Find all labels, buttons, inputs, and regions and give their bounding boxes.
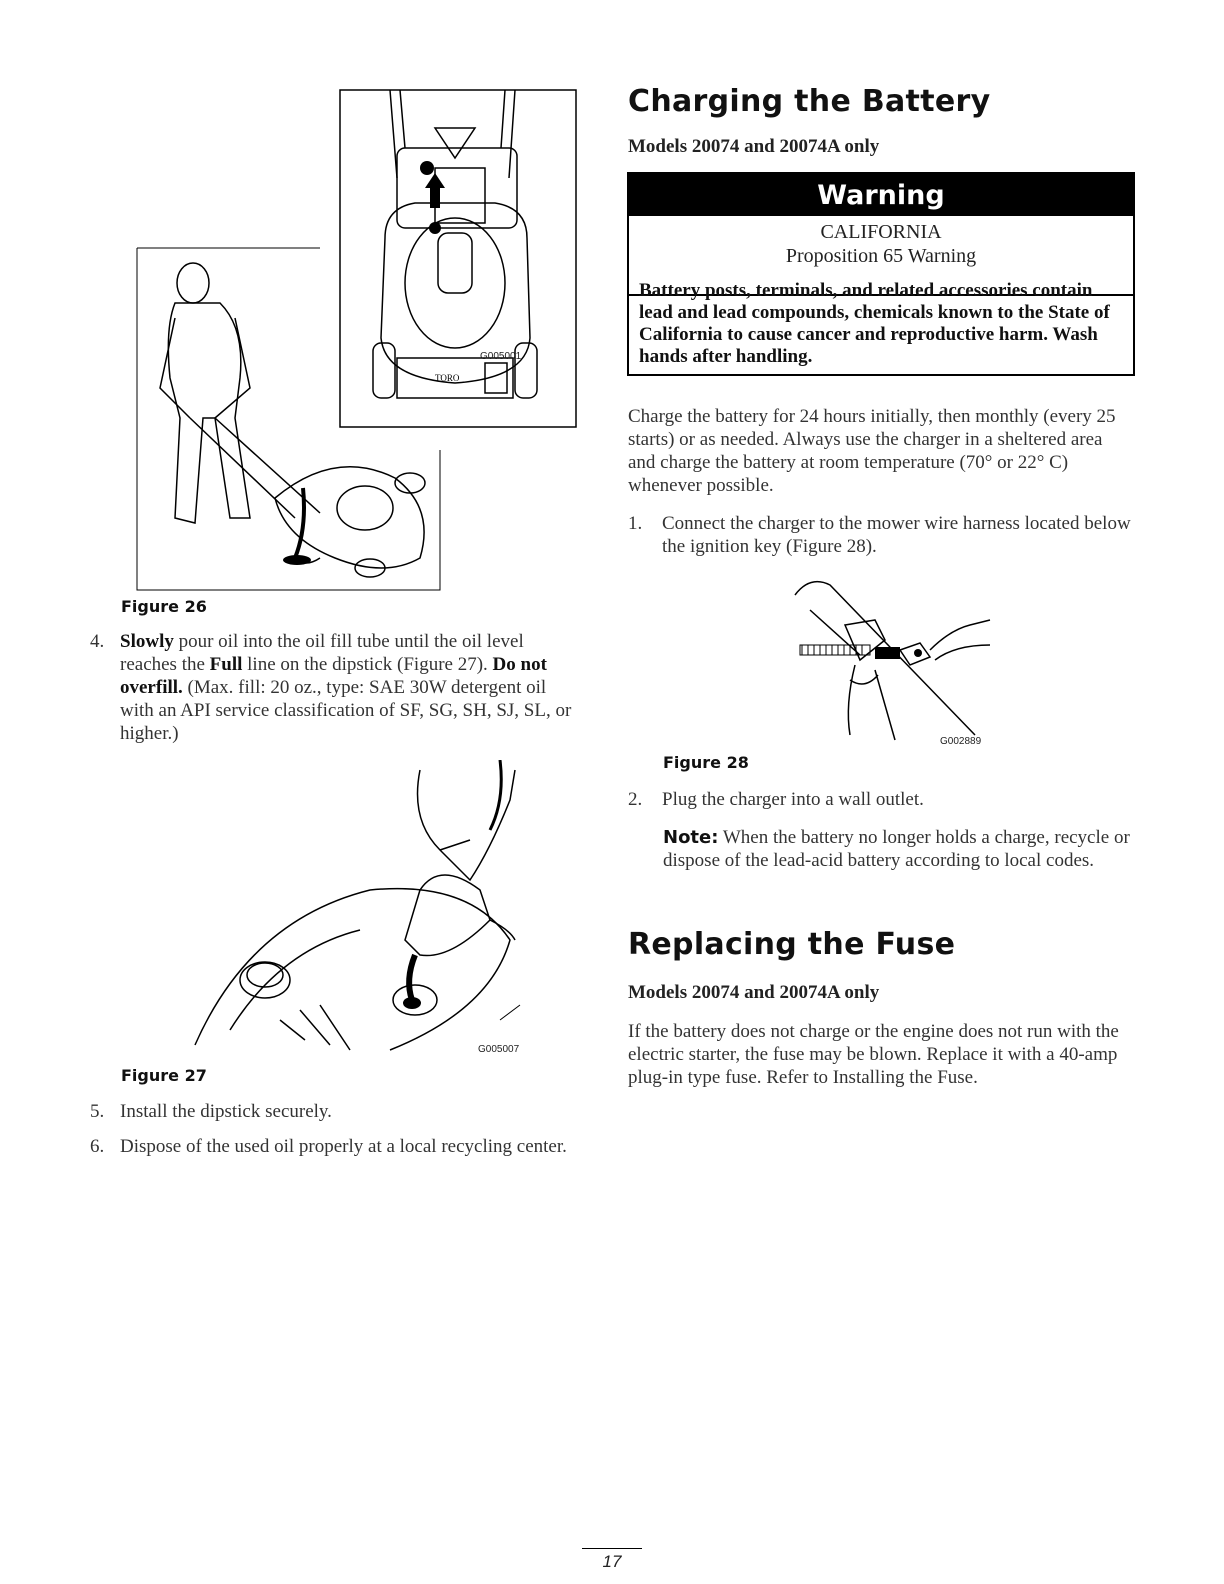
- charging-step-2-text: Plug the charger into a wall outlet.: [662, 789, 924, 810]
- warning-line2: Proposition 65 Warning: [785, 245, 977, 267]
- step-6: [90, 1135, 580, 1158]
- page-number: 17: [602, 1552, 622, 1571]
- figure-27-caption: Figure 27: [121, 1066, 207, 1085]
- warning-body: [627, 276, 1135, 376]
- figure-28-caption: Figure 28: [663, 753, 749, 772]
- charging-step-1-number: 1.: [628, 513, 643, 534]
- warning-line1: CALIFORNIA: [820, 221, 942, 243]
- charging-step-1: [628, 512, 1133, 558]
- figure-26-illustration: [135, 88, 580, 593]
- fuse-paragraph: If the battery does not charge or the engine does not run with the electric starter, the fuse may be blown. Replace it with a 40-amp plug-in type fuse. Refer to Installing the Fuse.: [628, 1021, 1119, 1088]
- step-6-number: 6.: [90, 1136, 105, 1157]
- charging-models: Models 20074 and 20074A only: [628, 136, 880, 157]
- figure-27-code: G005007: [478, 1044, 520, 1055]
- step-4-number: 4.: [90, 631, 105, 652]
- charging-step-2: [628, 788, 1133, 811]
- figure-28-code: G002889: [940, 736, 982, 747]
- step-5-text: Install the dipstick securely.: [120, 1101, 332, 1122]
- svg-text:TORO: TORO: [435, 373, 460, 383]
- figure-26: [135, 88, 580, 593]
- note-text: When the battery no longer holds a charge, recycle or dispose of the lead-acid battery according to local codes.: [663, 827, 1130, 871]
- charging-heading: Charging the Battery: [628, 84, 991, 119]
- figure-26-caption: Figure 26: [121, 597, 207, 616]
- warning-header: [629, 174, 1133, 216]
- step-4-text: Slowly pour oil into the oil fill tube until the oil level reaches the Full line on the dipstick (Figure 27). Do not overfill. (Max. fill: 20 oz., type: SAE 30W detergent oil with an API service classification of SF, SG, SH, SJ, SL, or higher.): [120, 631, 572, 744]
- figure-26-code: G005001: [480, 351, 522, 362]
- note-label: Note:: [663, 827, 719, 848]
- page-number-rule: [582, 1548, 642, 1549]
- figure-27-illustration: [190, 760, 530, 1060]
- figure-28: [790, 575, 1020, 750]
- step-5: [90, 1100, 580, 1123]
- fuse-models: Models 20074 and 20074A only: [628, 982, 880, 1003]
- fuse-heading: Replacing the Fuse: [628, 927, 956, 962]
- figure-27: [190, 760, 530, 1060]
- warning-body-text: Battery posts, terminals, and related accessories contain lead and lead compounds, chemicals known to the State of California to cause cancer and reproductive harm. Wash hands after handling.: [639, 280, 1110, 367]
- step-4: [90, 630, 580, 745]
- figure-28-illustration: [790, 575, 1020, 750]
- step-5-number: 5.: [90, 1101, 105, 1122]
- warning-header-text: Warning: [817, 179, 945, 211]
- charging-step-2-number: 2.: [628, 789, 643, 810]
- charging-step-1-text: Connect the charger to the mower wire harness located below the ignition key (Figure 28).: [662, 513, 1131, 557]
- note: [663, 826, 1133, 872]
- step-6-text: Dispose of the used oil properly at a local recycling center.: [120, 1136, 567, 1157]
- charging-paragraph: Charge the battery for 24 hours initially, then monthly (every 25 starts) or as needed. Always use the charger in a sheltered area and charge the battery at room temperature (70° or 22° C) whenever possible.: [628, 406, 1116, 496]
